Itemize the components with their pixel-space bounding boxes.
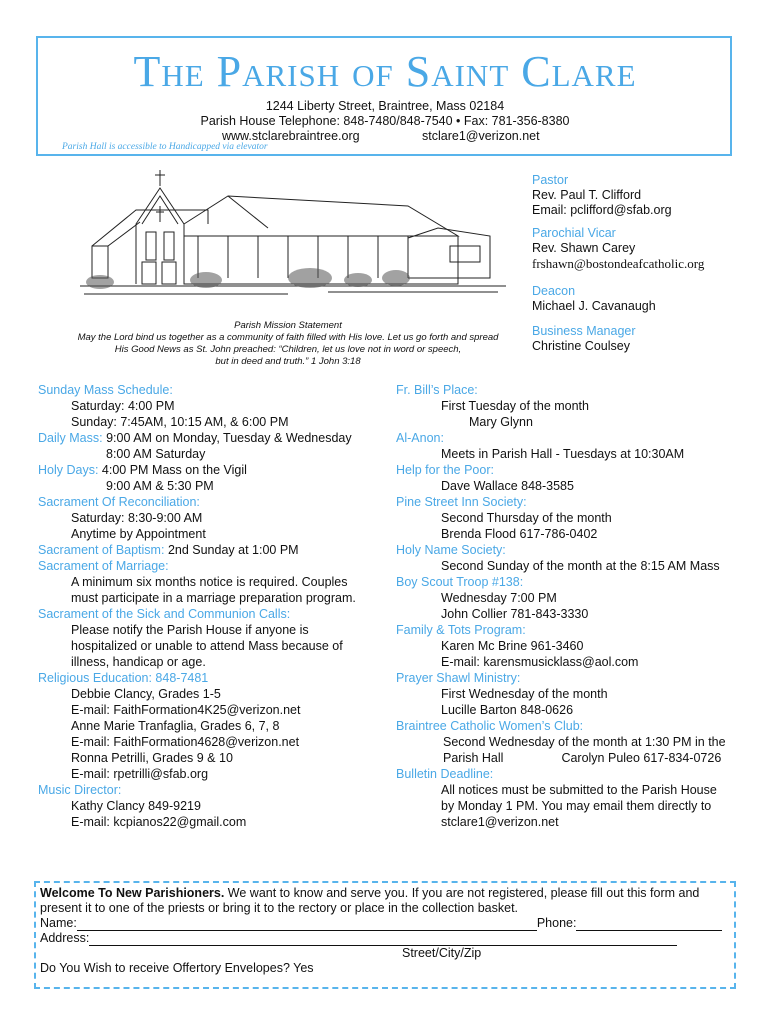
info-line: Parish Hall	[443, 751, 504, 765]
name-label: Name:	[40, 916, 77, 930]
staff-name: Rev. Shawn Carey	[532, 241, 636, 255]
welcome-text: We want to know and serve you. If you are not registered, please fill out this form and	[224, 886, 700, 900]
staff-pastor	[532, 173, 672, 218]
schedule-line: 2nd Sunday at 1:00 PM	[167, 543, 299, 557]
contact-line: Mary Glynn	[469, 415, 533, 429]
contact-email[interactable]: E-mail: rpetrilli@sfab.org	[71, 767, 209, 781]
info-line: Second Sunday of the month at the 8:15 AM Mass	[441, 559, 720, 573]
section-heading: Al-Anon:	[396, 431, 444, 445]
section-heading: Family & Tots Program:	[396, 623, 526, 637]
contact-email[interactable]: E-mail: kcpianos22@gmail.com	[71, 815, 247, 829]
section-heading: Sunday Mass Schedule:	[38, 383, 173, 397]
schedule-line: 9:00 AM on Monday, Tuesday & Wednesday	[106, 431, 352, 445]
mission-line: but in deed and truth.” 1 John 3:18	[215, 356, 361, 367]
section-heading: Sacrament of the Sick and Communion Calls:	[38, 607, 291, 621]
section-heading: Sacrament Of Reconciliation:	[38, 495, 200, 509]
section-heading: Pine Street Inn Society:	[396, 495, 527, 509]
schedule-line: Saturday: 4:00 PM	[71, 399, 175, 413]
name-field[interactable]	[77, 917, 537, 931]
section-heading: Help for the Poor:	[396, 463, 494, 477]
info-line: hospitalized or unable to attend Mass because of	[71, 639, 343, 653]
staff-name: Rev. Paul T. Clifford	[532, 188, 642, 202]
parish-website[interactable]: www.stclarebraintree.org	[222, 129, 360, 143]
schedule-line: Sunday: 7:45AM, 10:15 AM, & 6:00 PM	[71, 415, 289, 429]
staff-role: Pastor	[532, 173, 569, 187]
staff-role: Parochial Vicar	[532, 226, 616, 240]
schedule-line: 8:00 AM Saturday	[106, 447, 206, 461]
contact-line: Kathy Clancy 849-9219	[71, 799, 201, 813]
section-heading: Holy Name Society:	[396, 543, 506, 557]
contact-email[interactable]: E-mail: karensmusicklass@aol.com	[441, 655, 639, 669]
section-heading: Bulletin Deadline:	[396, 767, 494, 781]
contact-email[interactable]: E-mail: FaithFormation4628@verizon.net	[71, 735, 300, 749]
section-heading: Music Director:	[38, 783, 122, 797]
contact-email[interactable]: E-mail: FaithFormation4K25@verizon.net	[71, 703, 301, 717]
contact-line: Karen Mc Brine 961-3460	[441, 639, 584, 653]
info-line: Wednesday 7:00 PM	[441, 591, 557, 605]
staff-parochial-vicar	[532, 226, 704, 271]
info-line: First Wednesday of the month	[441, 687, 608, 701]
phone-field[interactable]	[576, 917, 722, 931]
staff-business-manager	[532, 324, 636, 354]
schedule-line: 9:00 AM & 5:30 PM	[106, 479, 214, 493]
section-heading: Prayer Shawl Ministry:	[396, 671, 521, 685]
mission-title: Parish Mission Statement	[234, 320, 342, 331]
info-line: must participate in a marriage preparation program.	[71, 591, 356, 605]
welcome-heading: Welcome To New Parishioners.	[40, 886, 225, 900]
section-heading: Braintree Catholic Women’s Club:	[396, 719, 584, 733]
right-column	[396, 382, 736, 830]
address-field[interactable]	[89, 932, 677, 946]
mission-line: His Good News as St. John preached: “Children, let us love not in word or speech,	[114, 344, 462, 355]
contact-line: Ronna Petrilli, Grades 9 & 10	[71, 751, 233, 765]
staff-deacon	[532, 284, 656, 314]
staff-name: Michael J. Cavanaugh	[532, 299, 656, 313]
contact-line: Lucille Barton 848-0626	[441, 703, 574, 717]
info-line: Please notify the Parish House if anyone is	[71, 623, 309, 637]
contact-line: Carolyn Puleo 617-834-0726	[561, 751, 722, 765]
section-heading: Religious Education: 848-7481	[38, 671, 209, 685]
info-line: by Monday 1 PM. You may email them directly to	[441, 799, 712, 813]
info-line: illness, handicap or age.	[71, 655, 206, 669]
contact-line: Anne Marie Tranfaglia, Grades 6, 7, 8	[71, 719, 280, 733]
contact-line: Debbie Clancy, Grades 1-5	[71, 687, 221, 701]
welcome-form	[40, 886, 730, 976]
parish-title: The Parish of Saint Clare	[133, 47, 637, 96]
mission-line: May the Lord bind us together as a community of faith filled with His love. Let us go forth and spread	[77, 332, 499, 343]
parish-email[interactable]: stclare1@verizon.net	[422, 129, 540, 143]
mission-statement	[56, 320, 520, 368]
section-heading: Boy Scout Troop #138:	[396, 575, 524, 589]
staff-role: Deacon	[532, 284, 576, 298]
section-heading: Holy Days:	[38, 463, 99, 477]
staff-email[interactable]: frshawn@bostondeafcatholic.org	[532, 256, 705, 271]
section-heading: Sacrament of Marriage:	[38, 559, 169, 573]
schedule-line: Saturday: 8:30-9:00 AM	[71, 511, 203, 525]
welcome-text: present it to one of the priests or bring it to the rectory or place in the collection basket.	[40, 901, 519, 915]
parish-address: 1244 Liberty Street, Braintree, Mass 02184	[265, 99, 505, 113]
left-column	[38, 382, 388, 830]
contact-line: Brenda Flood 617-786-0402	[441, 527, 598, 541]
staff-role: Business Manager	[532, 324, 636, 338]
section-heading: Sacrament of Baptism:	[38, 543, 165, 557]
accessibility-note: Parish Hall is accessible to Handicapped via elevator	[62, 142, 268, 152]
phone-label: Phone:	[536, 916, 577, 930]
schedule-line: 4:00 PM Mass on the Vigil	[101, 463, 247, 477]
envelopes-question[interactable]: Do You Wish to receive Offertory Envelopes? Yes	[40, 961, 314, 975]
info-line: First Tuesday of the month	[441, 399, 589, 413]
info-line: Second Thursday of the month	[441, 511, 612, 525]
church-illustration	[78, 166, 508, 304]
contact-email[interactable]: stclare1@verizon.net	[441, 815, 559, 829]
contact-line: Dave Wallace 848-3585	[441, 479, 574, 493]
info-line: A minimum six months notice is required. Couples	[71, 575, 348, 589]
staff-email[interactable]: Email: pclifford@sfab.org	[532, 203, 672, 217]
info-line: All notices must be submitted to the Parish House	[441, 783, 717, 797]
schedule-line: Anytime by Appointment	[71, 527, 206, 541]
section-heading: Daily Mass:	[38, 431, 103, 445]
parish-telephone: Parish House Telephone: 848-7480/848-7540 • Fax: 781-356-8380	[200, 114, 570, 128]
section-heading: Fr. Bill’s Place:	[396, 383, 478, 397]
contact-line: John Collier 781-843-3330	[441, 607, 589, 621]
info-line: Meets in Parish Hall - Tuesdays at 10:30AM	[441, 447, 685, 461]
info-line: Second Wednesday of the month at 1:30 PM in the	[443, 735, 726, 749]
address-hint: Street/City/Zip	[402, 946, 482, 960]
address-label: Address:	[40, 931, 90, 945]
staff-name: Christine Coulsey	[532, 339, 630, 353]
